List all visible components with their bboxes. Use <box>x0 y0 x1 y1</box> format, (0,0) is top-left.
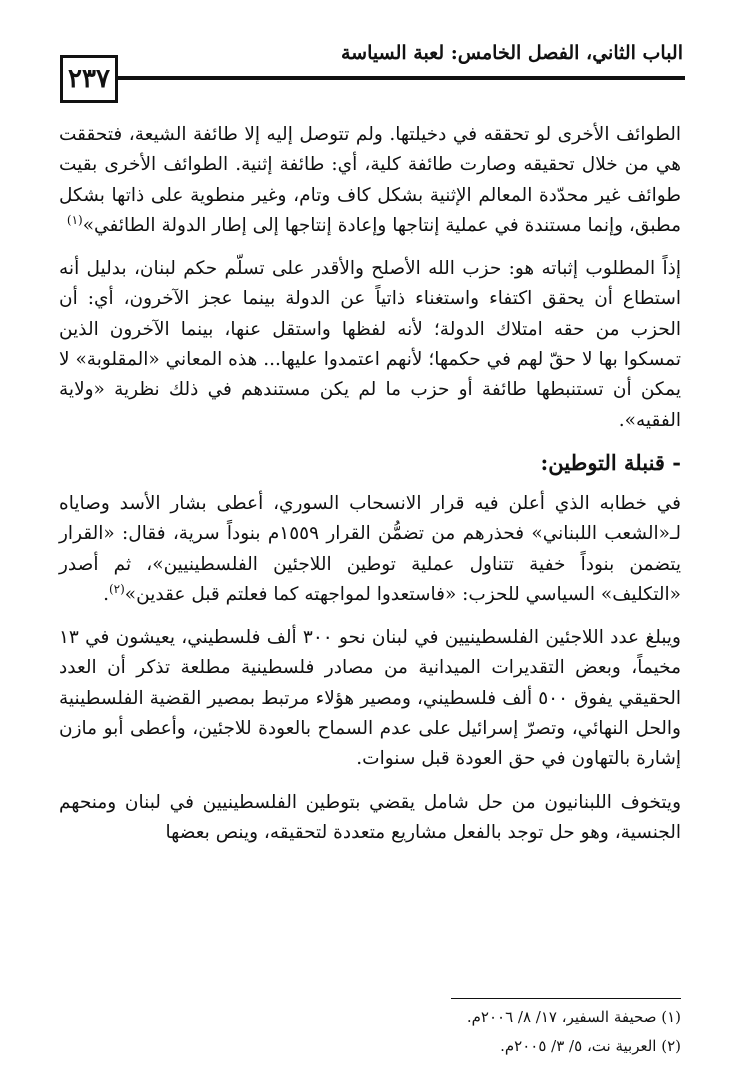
paragraph <box>59 120 681 241</box>
paragraph: إذاً المطلوب إثباته هو: حزب الله الأصلح والأقدر على تسلّم حكم لبنان، بدليل أنه استطاع أن يحقق اكتفاء واستغناء ذاتياً عن الدولة بينما عجز الآخرون، أي: أن الحزب من حقه امتلاك الدولة؛ لأنه لفظها واستقل عنها، بينما الآخرون الذين تمسكوا بها لا حقّ لهم في حكمها؛ لأنهم اعتمدوا عليها... هذه المعاني «المقلوبة» لا يمكن أن تستنبطها طائفة أو حزب ما لم يكن مستندهم في ذلك نظرية «ولاية الفقيه». <box>59 258 681 431</box>
paragraph-text: الطوائف الأخرى لو تحققه في دخيلتها. ولم تتوصل إليه إلا طائفة الشيعة، فتحققت هي من خلال تحقيقه وصارت طائفة كلية، أي: طائفة إثنية. الطوائف الأخرى بقيت طوائف غير محدّدة المعالم الإثنية بشكل كاف وتام، وغير منطوية على ذاتها بشكل مطبق، وإنما مستندة في عملية إنتاجها وإعادة إنتاجها إلى إطار الدولة الطائفي» <box>59 124 681 236</box>
footnote-reference: (٢) <box>108 581 125 596</box>
main-text <box>59 120 681 848</box>
paragraph <box>59 489 681 610</box>
page-number: ٢٣٧ <box>60 55 118 103</box>
footnotes <box>59 1003 681 1061</box>
section-heading: - قنبلة التوطين: <box>540 449 681 475</box>
header-rule <box>118 76 685 80</box>
paragraph-text: في خطابه الذي أعلن فيه قرار الانسحاب السوري، أعطى بشار الأسد وصاياه لـ«الشعب اللبناني» فحذرهم من تضمُّن القرار ١٥٥٩م بنوداً سرية، فقال: «القرار يتضمن بنوداً خفية تتناول عملية توطين اللاجئين الفلسطينيين»، ثم أصدر «التكليف» السياسي للحزب: «فاستعدوا لمواجهته كما فعلتم قبل عقدين» <box>59 492 682 605</box>
paragraph-end: . <box>103 583 109 605</box>
footnote: (٢) العربية نت، ٥/ ٣/ ٢٠٠٥م. <box>500 1037 681 1055</box>
running-header: الباب الثاني، الفصل الخامس: لعبة السياسة <box>341 42 683 64</box>
paragraph: ويتخوف اللبنانيون من حل شامل يقضي بتوطين الفلسطينيين في لبنان ومنحهم الجنسية، وهو حل توجد بالفعل مشاريع متعددة لتحقيقه، وينص بعضها <box>59 791 681 843</box>
footnote-separator <box>451 998 681 999</box>
footnote: (١) صحيفة السفير، ١٧/ ٨/ ٢٠٠٦م. <box>466 1008 681 1026</box>
paragraph: ويبلغ عدد اللاجئين الفلسطينيين في لبنان نحو ٣٠٠ ألف فلسطيني، يعيشون في ١٣ مخيماً، وبعض التقديرات الميدانية من مصادر فلسطينية مطلعة تذكر أن العدد الحقيقي يفوق ٥٠٠ ألف فلسطيني، ومصير هؤلاء مرتبط بمصير القضية الفلسطينية والحل النهائي، وتصرّ إسرائيل على عدم السماح بالعودة للاجئين، وأعطى أبو مازن إشارة بالتهاون في حق العودة قبل سنوات. <box>59 627 681 770</box>
footnote-reference: (١) <box>66 212 83 227</box>
